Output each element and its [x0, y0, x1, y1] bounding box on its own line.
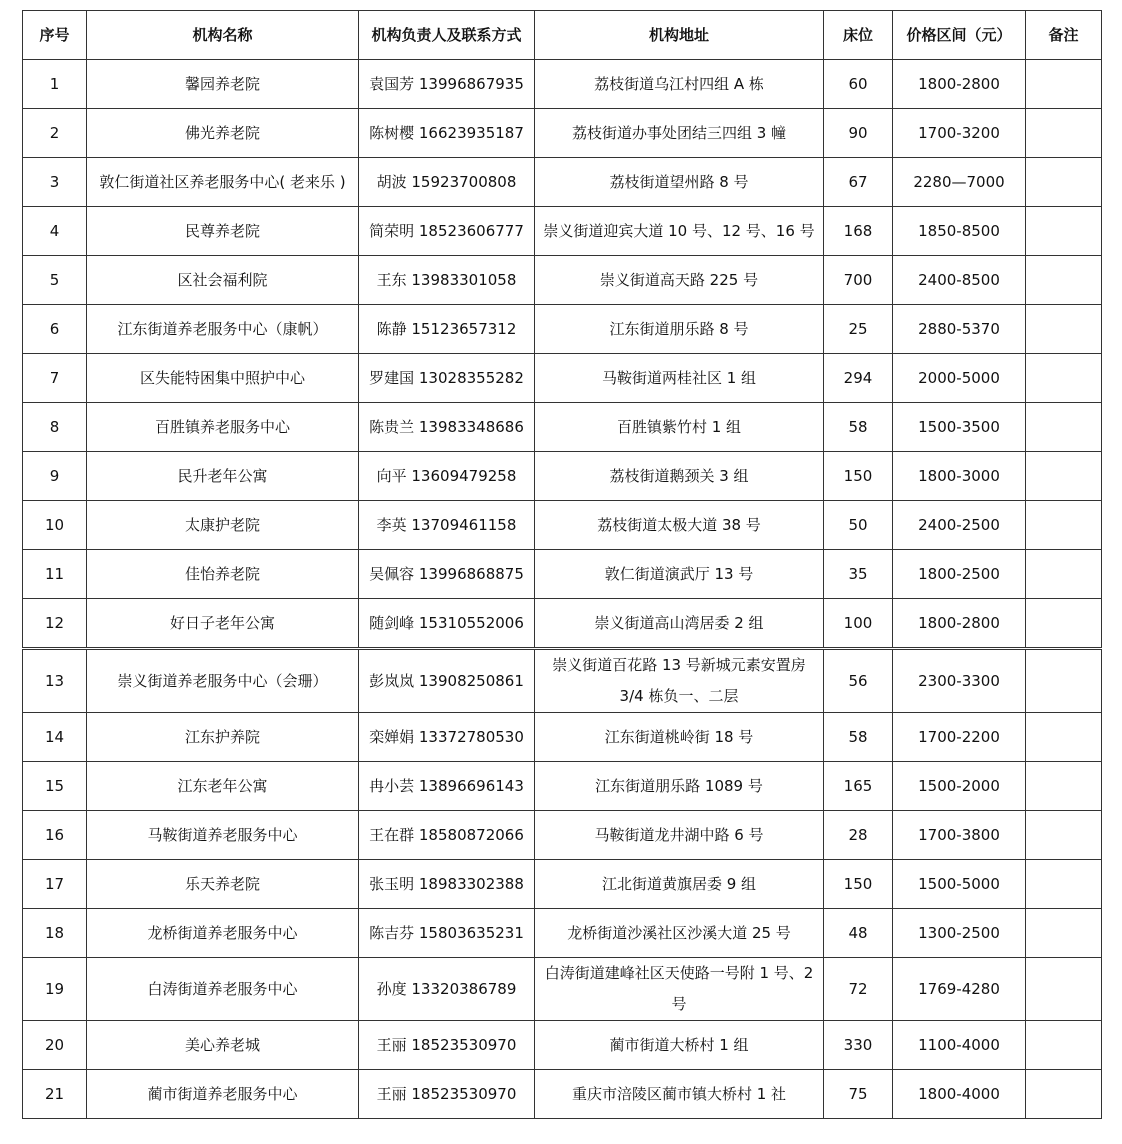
cell-note	[1026, 713, 1102, 762]
cell-name: 江东老年公寓	[87, 762, 359, 811]
cell-contact: 王东 13983301058	[359, 256, 535, 305]
header-name: 机构名称	[87, 11, 359, 60]
cell-address: 荔枝街道鹅颈关 3 组	[535, 452, 824, 501]
cell-beds: 58	[824, 403, 893, 452]
cell-no: 2	[23, 109, 87, 158]
cell-no: 16	[23, 811, 87, 860]
cell-name: 美心养老城	[87, 1021, 359, 1070]
cell-price: 2880-5370	[893, 305, 1026, 354]
table-row	[23, 1070, 1102, 1119]
cell-no: 4	[23, 207, 87, 256]
cell-price: 1700-2200	[893, 713, 1026, 762]
table-row	[23, 403, 1102, 452]
cell-no: 13	[23, 649, 87, 713]
cell-no: 17	[23, 860, 87, 909]
table-row	[23, 713, 1102, 762]
cell-name: 佛光养老院	[87, 109, 359, 158]
cell-address: 白涛街道建峰社区天使路一号附 1 号、2 号	[535, 958, 824, 1021]
cell-contact: 王丽 18523530970	[359, 1021, 535, 1070]
cell-note	[1026, 158, 1102, 207]
cell-contact: 王在群 18580872066	[359, 811, 535, 860]
cell-note	[1026, 550, 1102, 599]
cell-address: 龙桥街道沙溪社区沙溪大道 25 号	[535, 909, 824, 958]
cell-note	[1026, 599, 1102, 649]
cell-note	[1026, 1070, 1102, 1119]
cell-contact: 陈静 15123657312	[359, 305, 535, 354]
cell-note	[1026, 403, 1102, 452]
cell-no: 12	[23, 599, 87, 649]
cell-address: 荔枝街道办事处团结三四组 3 幢	[535, 109, 824, 158]
cell-price: 1800-2800	[893, 599, 1026, 649]
cell-contact: 李英 13709461158	[359, 501, 535, 550]
cell-beds: 75	[824, 1070, 893, 1119]
cell-address: 崇义街道迎宾大道 10 号、12 号、16 号	[535, 207, 824, 256]
cell-beds: 100	[824, 599, 893, 649]
cell-contact: 随剑峰 15310552006	[359, 599, 535, 649]
cell-contact: 张玉明 18983302388	[359, 860, 535, 909]
cell-name: 白涛街道养老服务中心	[87, 958, 359, 1021]
cell-no: 8	[23, 403, 87, 452]
cell-name: 百胜镇养老服务中心	[87, 403, 359, 452]
cell-no: 7	[23, 354, 87, 403]
cell-no: 9	[23, 452, 87, 501]
cell-note	[1026, 1021, 1102, 1070]
cell-name: 江东护养院	[87, 713, 359, 762]
cell-name: 龙桥街道养老服务中心	[87, 909, 359, 958]
cell-contact: 吴佩容 13996868875	[359, 550, 535, 599]
cell-price: 2300-3300	[893, 649, 1026, 713]
table-row	[23, 256, 1102, 305]
cell-note	[1026, 452, 1102, 501]
cell-address: 荔枝街道太极大道 38 号	[535, 501, 824, 550]
cell-contact: 王丽 18523530970	[359, 1070, 535, 1119]
cell-no: 15	[23, 762, 87, 811]
cell-contact: 袁国芳 13996867935	[359, 60, 535, 109]
cell-address: 马鞍街道两桂社区 1 组	[535, 354, 824, 403]
table-header-row	[23, 11, 1102, 60]
cell-price: 2400-8500	[893, 256, 1026, 305]
table-row	[23, 452, 1102, 501]
cell-name: 好日子老年公寓	[87, 599, 359, 649]
cell-contact: 陈吉芬 15803635231	[359, 909, 535, 958]
header-note: 备注	[1026, 11, 1102, 60]
cell-address: 江东街道桃岭街 18 号	[535, 713, 824, 762]
header-address: 机构地址	[535, 11, 824, 60]
table-row	[23, 550, 1102, 599]
cell-no: 14	[23, 713, 87, 762]
cell-price: 2400-2500	[893, 501, 1026, 550]
cell-no: 11	[23, 550, 87, 599]
cell-address: 敦仁街道演武厅 13 号	[535, 550, 824, 599]
cell-address: 崇义街道高山湾居委 2 组	[535, 599, 824, 649]
cell-price: 1850-8500	[893, 207, 1026, 256]
cell-name: 乐天养老院	[87, 860, 359, 909]
cell-no: 3	[23, 158, 87, 207]
cell-contact: 冉小芸 13896696143	[359, 762, 535, 811]
table-row	[23, 109, 1102, 158]
cell-address: 江东街道朋乐路 8 号	[535, 305, 824, 354]
cell-beds: 168	[824, 207, 893, 256]
cell-contact: 向平 13609479258	[359, 452, 535, 501]
cell-address: 百胜镇紫竹村 1 组	[535, 403, 824, 452]
header-price: 价格区间（元）	[893, 11, 1026, 60]
cell-price: 1800-2500	[893, 550, 1026, 599]
cell-note	[1026, 860, 1102, 909]
cell-no: 18	[23, 909, 87, 958]
cell-name: 太康护老院	[87, 501, 359, 550]
cell-contact: 陈树樱 16623935187	[359, 109, 535, 158]
cell-price: 2000-5000	[893, 354, 1026, 403]
cell-price: 1700-3800	[893, 811, 1026, 860]
table-row	[23, 649, 1102, 713]
cell-price: 2280—7000	[893, 158, 1026, 207]
cell-contact: 彭岚岚 13908250861	[359, 649, 535, 713]
cell-no: 10	[23, 501, 87, 550]
cell-note	[1026, 958, 1102, 1021]
cell-price: 1500-2000	[893, 762, 1026, 811]
cell-note	[1026, 909, 1102, 958]
cell-name: 民升老年公寓	[87, 452, 359, 501]
cell-beds: 330	[824, 1021, 893, 1070]
table-row	[23, 501, 1102, 550]
cell-price: 1300-2500	[893, 909, 1026, 958]
cell-no: 5	[23, 256, 87, 305]
cell-name: 民尊养老院	[87, 207, 359, 256]
cell-contact: 罗建国 13028355282	[359, 354, 535, 403]
cell-beds: 50	[824, 501, 893, 550]
cell-name: 崇义街道养老服务中心（会珊）	[87, 649, 359, 713]
cell-beds: 90	[824, 109, 893, 158]
cell-address: 荔枝街道乌江村四组 A 栋	[535, 60, 824, 109]
cell-beds: 150	[824, 860, 893, 909]
cell-name: 馨园养老院	[87, 60, 359, 109]
cell-price: 1800-2800	[893, 60, 1026, 109]
cell-note	[1026, 649, 1102, 713]
cell-name: 马鞍街道养老服务中心	[87, 811, 359, 860]
cell-name: 蔺市街道养老服务中心	[87, 1070, 359, 1119]
cell-address: 江北街道黄旗居委 9 组	[535, 860, 824, 909]
cell-name: 区社会福利院	[87, 256, 359, 305]
cell-price: 1100-4000	[893, 1021, 1026, 1070]
cell-note	[1026, 811, 1102, 860]
cell-no: 20	[23, 1021, 87, 1070]
cell-price: 1500-3500	[893, 403, 1026, 452]
cell-no: 1	[23, 60, 87, 109]
cell-price: 1800-4000	[893, 1070, 1026, 1119]
cell-beds: 165	[824, 762, 893, 811]
table-row	[23, 860, 1102, 909]
table-row	[23, 158, 1102, 207]
cell-beds: 56	[824, 649, 893, 713]
cell-address: 江东街道朋乐路 1089 号	[535, 762, 824, 811]
table-row	[23, 762, 1102, 811]
institution-table	[22, 10, 1102, 1119]
cell-price: 1700-3200	[893, 109, 1026, 158]
header-beds: 床位	[824, 11, 893, 60]
header-contact: 机构负责人及联系方式	[359, 11, 535, 60]
cell-address: 重庆市涪陵区蔺市镇大桥村 1 社	[535, 1070, 824, 1119]
cell-address: 荔枝街道望州路 8 号	[535, 158, 824, 207]
cell-name: 佳怡养老院	[87, 550, 359, 599]
cell-price: 1800-3000	[893, 452, 1026, 501]
table-row	[23, 958, 1102, 1021]
cell-no: 6	[23, 305, 87, 354]
cell-beds: 294	[824, 354, 893, 403]
cell-beds: 58	[824, 713, 893, 762]
header-no: 序号	[23, 11, 87, 60]
table-row	[23, 811, 1102, 860]
cell-note	[1026, 207, 1102, 256]
table-row	[23, 1021, 1102, 1070]
table-row	[23, 305, 1102, 354]
cell-beds: 48	[824, 909, 893, 958]
cell-contact: 陈贵兰 13983348686	[359, 403, 535, 452]
cell-no: 19	[23, 958, 87, 1021]
cell-contact: 栾婵娟 13372780530	[359, 713, 535, 762]
cell-contact: 孙度 13320386789	[359, 958, 535, 1021]
cell-beds: 150	[824, 452, 893, 501]
cell-name: 区失能特困集中照护中心	[87, 354, 359, 403]
cell-address: 崇义街道百花路 13 号新城元素安置房 3/4 栋负一、二层	[535, 649, 824, 713]
cell-note	[1026, 305, 1102, 354]
table-row	[23, 599, 1102, 649]
cell-beds: 60	[824, 60, 893, 109]
table-row	[23, 354, 1102, 403]
cell-no: 21	[23, 1070, 87, 1119]
cell-beds: 25	[824, 305, 893, 354]
cell-note	[1026, 354, 1102, 403]
cell-name: 江东街道养老服务中心（康帆）	[87, 305, 359, 354]
cell-beds: 35	[824, 550, 893, 599]
cell-price: 1769-4280	[893, 958, 1026, 1021]
cell-beds: 700	[824, 256, 893, 305]
cell-beds: 72	[824, 958, 893, 1021]
cell-address: 蔺市街道大桥村 1 组	[535, 1021, 824, 1070]
table-row	[23, 909, 1102, 958]
cell-beds: 28	[824, 811, 893, 860]
table-row	[23, 207, 1102, 256]
cell-note	[1026, 60, 1102, 109]
table-row	[23, 60, 1102, 109]
cell-name: 敦仁街道社区养老服务中心( 老来乐 )	[87, 158, 359, 207]
cell-address: 马鞍街道龙井湖中路 6 号	[535, 811, 824, 860]
cell-address: 崇义街道高天路 225 号	[535, 256, 824, 305]
cell-note	[1026, 762, 1102, 811]
cell-note	[1026, 256, 1102, 305]
cell-note	[1026, 501, 1102, 550]
cell-note	[1026, 109, 1102, 158]
cell-contact: 胡波 15923700808	[359, 158, 535, 207]
cell-price: 1500-5000	[893, 860, 1026, 909]
cell-contact: 简荣明 18523606777	[359, 207, 535, 256]
cell-beds: 67	[824, 158, 893, 207]
